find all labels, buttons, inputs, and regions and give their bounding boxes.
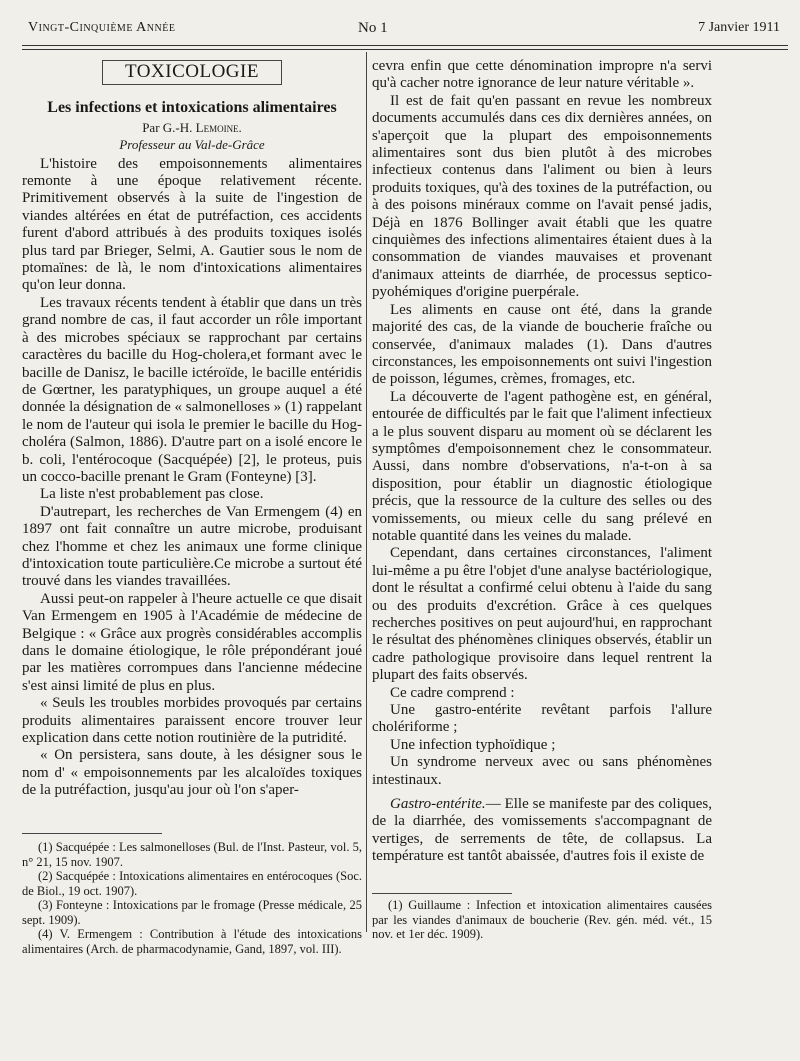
right-paragraph: Une gastro-entérite revêtant parfois l'allure cholériforme ; — [372, 702, 712, 736]
footnotes-left — [22, 840, 362, 956]
footnote-rule-left — [22, 833, 162, 834]
column-divider — [366, 52, 367, 932]
right-paragraph: Il est de fait qu'en passant en revue les nombreux documents accumulés dans ces dix dernières années, on s'aperçoit que la plupart des empoisonnements alimentaires sont dus bien plutôt à des microbes infectieux contenus dans l'aliment ou bien à leurs produits toxiques, qu'à des toxines de la putréfaction, ou à des poisons minéraux comme on l'avait pensé jadis, Déjà en 1876 Bollinger avait établi que les quatre cinquièmes des infections alimentaires étaient dues à la consommation de viandes mauvaises et provenant d'animaux atteints de diarrhée, de processus septico-pyohémiques d'origine puerpérale. — [372, 92, 712, 301]
right-paragraph: Une infection typhoïdique ; — [390, 736, 556, 753]
left-paragraph: « On persistera, sans doute, à les désigner sous le nom d' « empoisonnements par les alcaloïdes toxiques de la putréfaction, jusqu'au jour où l'on s'aper- — [22, 747, 362, 799]
issue-date: 7 Janvier 1911 — [698, 20, 780, 35]
footnote: (1) Guillaume : Infection et intoxication alimentaires causées par les viandes d'animaux de boucherie (Rev. gén. méd. vét., 15 nov. et 1er déc. 1909). — [372, 898, 712, 941]
left-paragraph: Les travaux récents tendent à établir que dans un très grand nombre de cas, il faut accorder un rôle important à des microbes spéciaux se rapprochant par certains caractères du bacille du Hog-cholera,et formant avec le bacille de Danisz, le bacille ictéroïde, le bacille entéridis de Gœrtner, les paratyphiques, un groupe auquel a été donnée la désignation de « salmonelloses » (1) rappelant le nom de l'auteur qui isola le premier le bacille du Hog-choléra (Salmon, 1886). D'autre part on a isolé encore le b. coli, l'entérocoque (Sacquépée) [2], le proteus, puis un cocco-bacille prenant le Gram (Fonteyne) [3]. — [22, 294, 362, 485]
article-title: Les infections et intoxications alimentaires — [47, 99, 337, 117]
page-header — [28, 20, 780, 40]
footnote: (2) Sacquépée : Intoxications alimentaires en entérocoques (Soc. de Biol., 19 oct. 1907). — [22, 869, 362, 898]
right-paragraph: Un syndrome nerveux avec ou sans phénomènes intestinaux. — [372, 754, 712, 788]
footnote-rule-right — [372, 893, 512, 894]
left-paragraph: « Seuls les troubles morbides provoqués par certains produits alimentaires paraissent encore trouver leur explication dans cette notion routinière de la putridité. — [22, 695, 362, 747]
section-title: TOXICOLOGIE — [102, 60, 282, 85]
footnote: (4) V. Ermengem : Contribution à l'étude des intoxications alimentaires (Arch. de pharmacodynamie, Gand, 1897, vol. III). — [22, 927, 362, 956]
footnote: (1) Sacquépée : Les salmonelloses (Bul. de l'Inst. Pasteur, vol. 5, n° 21, 15 nov. 1907. — [22, 840, 362, 869]
right-paragraph: cevra enfin que cette dénomination impropre n'a servi qu'à cacher notre ignorance de leur nature véritable ». — [372, 58, 712, 92]
left-paragraph: L'histoire des empoisonnements alimentaires remonte à une époque relativement récente. Primitivement observés à la suite de l'ingestion de viandes altérées en état de putréfaction, ces accidents furent d'abord attribués à des produits toxiques isolés plus tard par Brieger, Selmi, A. Gautier sous le nom de ptomaïnes: de là, le nom d'intoxications alimentaires qu'on leur donna. — [22, 155, 362, 294]
gastro-text: — Elle se manifeste par des coliques, de la diarrhée, des vomissements s'accompagnant de vertiges, de serrements de tête, de collapsus. La température est tantôt abaissée, d'autres fois il existe de — [372, 796, 712, 865]
author-affiliation: Professeur au Val-de-Grâce — [119, 137, 265, 153]
left-paragraph: Aussi peut-on rappeler à l'heure actuelle ce que disait Van Ermengem en 1905 à l'Académie de médecine de Belgique : « Grâce aux progrès considérables accomplis dans le domaine étiologique, le rôle prépondérant joué par les matières corrompues dans l'ancienne médecine s'est ainsi limité de plus en plus. — [22, 590, 362, 694]
author-name: Lemoine. — [195, 119, 242, 135]
right-paragraph: Les aliments en cause ont été, dans la grande majorité des cas, de la viande de boucherie fraîche ou conservée, d'animaux malades (1). Dans d'autres circonstances, les empoisonnements ont suivi l'ingestion de poisson, légumes, crèmes, fromages, etc. — [372, 301, 712, 388]
left-column — [22, 58, 362, 800]
gastro-paragraph — [372, 796, 712, 866]
issue-number: No 1 — [358, 20, 388, 36]
right-paragraph: Cependant, dans certaines circonstances, l'aliment lui-même a pu être l'objet d'une analyse bactériologique, dont le résultat a confirmé celui obtenu à l'aide du sang ou des produits d'excrétion. Grâce à ces quelques recherches positives on peut aujourd'hui, en rapprochant le résultat des phénomènes cliniques observés, établir un cadre pathologique provisoire dans lequel rentrent la plupart des faits observés. — [372, 545, 712, 684]
footnotes-right — [372, 898, 712, 942]
right-column — [372, 58, 712, 866]
left-paragraph: La liste n'est probablement pas close. — [40, 486, 264, 503]
byline-prefix: Par G.-H. — [142, 119, 193, 135]
volume-label: Vingt-Cinquième Année — [28, 20, 176, 35]
byline — [22, 119, 362, 136]
header-rule-bottom — [22, 49, 788, 50]
footnote: (3) Fonteyne : Intoxications par le fromage (Presse médicale, 25 sept. 1909). — [22, 898, 362, 927]
left-paragraph: D'autrepart, les recherches de Van Ermengem (4) en 1897 ont fait connaître un autre microbe, produisant chez l'homme et chez les animaux une forme clinique d'intoxication toute particulière.Ce microbe a surtout été trouvé dans les viandes travaillées. — [22, 503, 362, 590]
header-rule-top — [22, 45, 788, 46]
right-paragraph: La découverte de l'agent pathogène est, en général, entourée de difficultés par le fait que l'aliment infectieux a le plus souvent disparu au moment où se déclarent les symptômes d'empoisonnement chez le consommateur. Aussi, dans nombre d'observations, n'a-t-on à sa disposition, pour établir un diagnostic étiologique précis, que la ressource de la culture des selles ou des vomissements, ou mieux celle du sang prélevé en notable quantité dans les veines du malade. — [372, 388, 712, 544]
right-paragraph: Ce cadre comprend : — [390, 684, 515, 701]
gastro-label: Gastro-entérite. — [390, 796, 486, 813]
